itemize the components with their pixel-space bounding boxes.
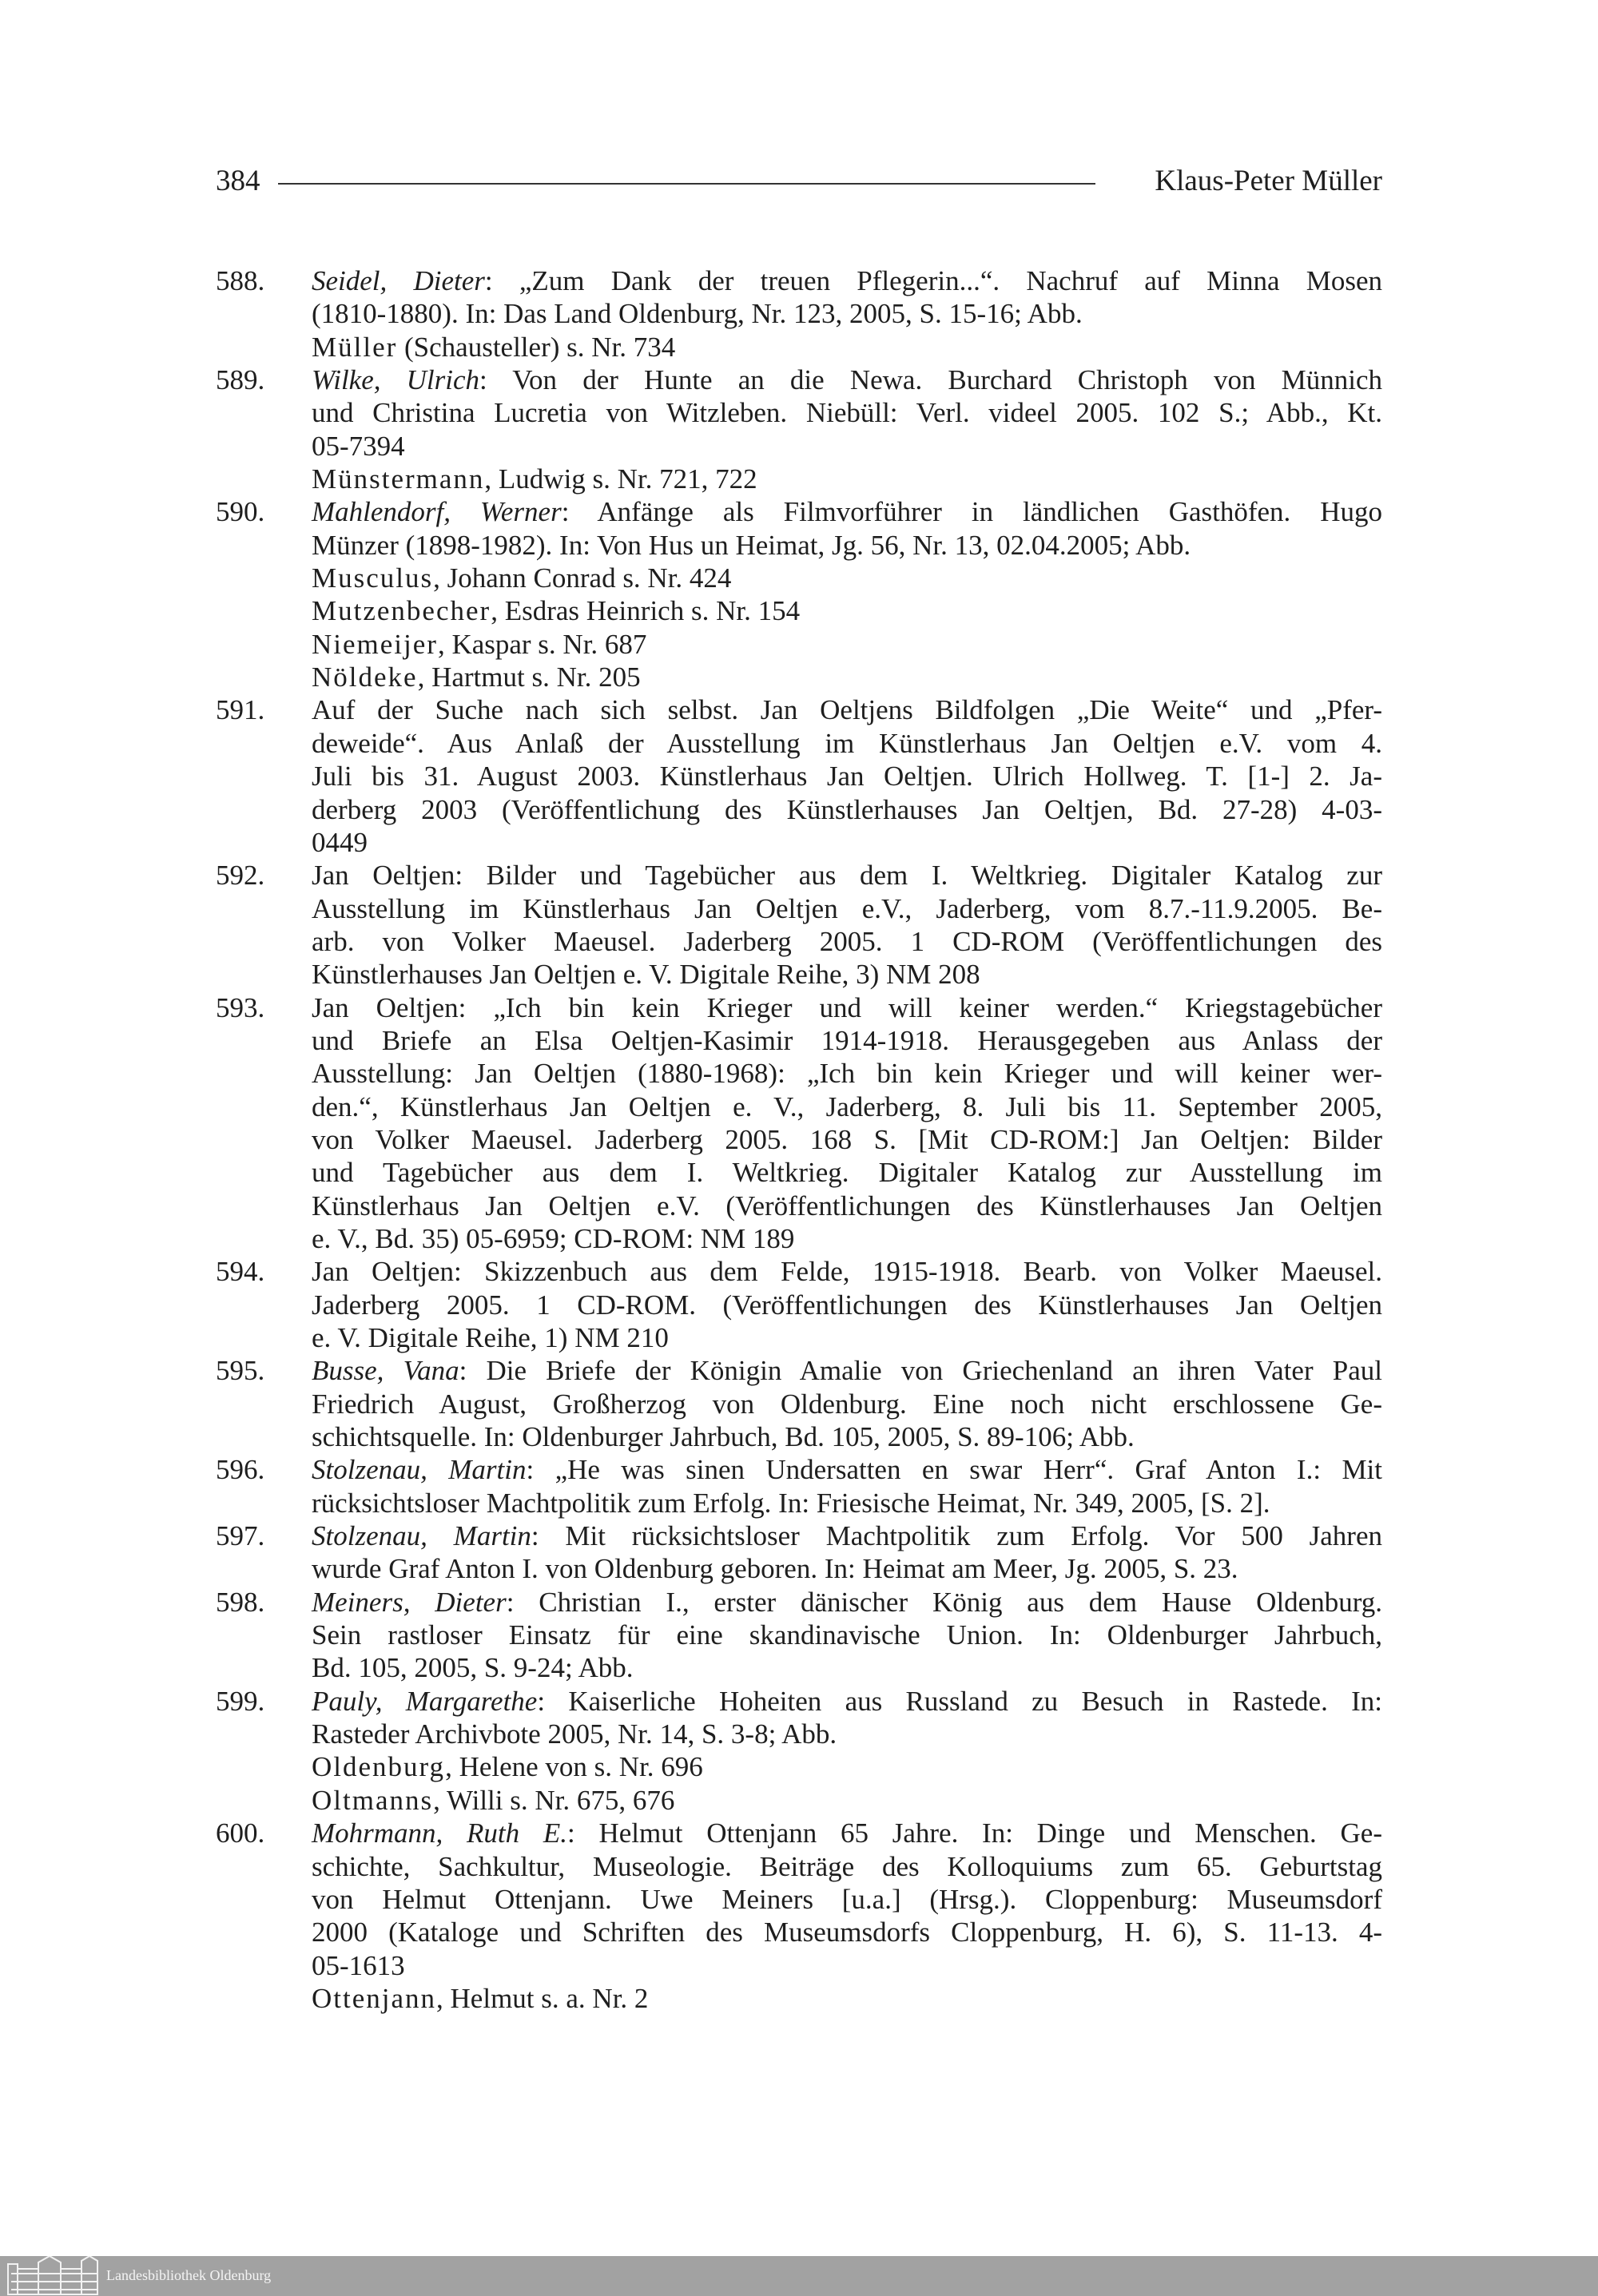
entry-line [216, 760, 1382, 792]
entry-author: Stolzenau, Martin [312, 1454, 527, 1486]
cross-reference [216, 628, 1382, 661]
entry-line [216, 1850, 1382, 1883]
entry-text: von Helmut Ottenjann. Uwe Meiners [u.a.] (Hrsg.). Cloppenburg: Museumsdorf [312, 1883, 1382, 1915]
cross-reference [216, 594, 1382, 627]
entry-author: Mohrmann, Ruth E. [312, 1817, 568, 1849]
entry-text: Stolzenau, Martin: „He was sinen Undersatten en swar Herr“. Graf Anton I.: Mit [312, 1454, 1383, 1486]
reference-name: Nöldeke [312, 661, 418, 693]
header-rule [278, 183, 1095, 185]
reference-name: Müller [312, 331, 398, 363]
bibliography-entry [216, 1817, 1382, 1982]
entry-number: 597. [216, 1520, 265, 1552]
entry-line [216, 1190, 1382, 1222]
entry-line [216, 1718, 1382, 1750]
entry-text: und Briefe an Elsa Oeltjen-Kasimir 1914-1918. Herausgegeben aus Anlass der [312, 1024, 1382, 1056]
footer-bar [0, 2256, 1598, 2296]
bibliography-entry [216, 991, 1382, 1256]
entry-text: Jan Oeltjen: „Ich bin kein Krieger und will keiner werden.“ Kriegstagebücher [312, 991, 1382, 1023]
entry-line [216, 1024, 1382, 1057]
entry-line [216, 727, 1382, 760]
entry-line [216, 991, 1382, 1024]
entry-line [216, 892, 1382, 925]
cross-reference [216, 1750, 1382, 1783]
reference-name: Oldenburg [312, 1751, 446, 1783]
cross-reference [216, 1784, 1382, 1817]
entry-line [216, 495, 1382, 528]
cross-reference-text: Münstermann, Ludwig s. Nr. 721, 722 [312, 463, 757, 495]
entry-number: 598. [216, 1586, 265, 1618]
entry-line [216, 958, 1382, 991]
reference-name: Münstermann [312, 463, 485, 495]
library-building-icon [5, 2256, 101, 2296]
cross-reference-text: Nöldeke, Hartmut s. Nr. 205 [312, 661, 641, 693]
entry-text: Juli bis 31. August 2003. Künstlerhaus Jan Oeltjen. Ulrich Hollweg. T. [1-] 2. Ja- [312, 761, 1382, 792]
entry-line [216, 1354, 1382, 1387]
cross-reference-text: Oltmanns, Willi s. Nr. 675, 676 [312, 1784, 675, 1816]
entry-text: schichtsquelle. In: Oldenburger Jahrbuch, Bd. 105, 2005, S. 89-106; Abb. [312, 1421, 1135, 1453]
entry-text: Bd. 105, 2005, S. 9-24; Abb. [312, 1652, 634, 1684]
reference-name: Oltmanns [312, 1784, 434, 1816]
entry-text: 05-1613 [312, 1949, 405, 1981]
entry-line [216, 363, 1382, 396]
entry-line [216, 1651, 1382, 1684]
bibliography-entry [216, 363, 1382, 463]
bibliography-entry [216, 693, 1382, 859]
entry-line [216, 1420, 1382, 1453]
entry-number: 594. [216, 1256, 265, 1288]
entry-text: Künstlerhauses Jan Oeltjen e. V. Digitale Reihe, 3) NM 208 [312, 959, 980, 991]
entry-line [216, 1222, 1382, 1255]
entry-number: 596. [216, 1454, 265, 1486]
entry-line [216, 1156, 1382, 1189]
cross-reference-text: Niemeijer, Kaspar s. Nr. 687 [312, 628, 647, 660]
entry-line [216, 1883, 1382, 1916]
entry-text: Auf der Suche nach sich selbst. Jan Oeltjens Bildfolgen „Die Weite“ und „Pfer- [312, 694, 1382, 726]
entry-line [216, 1255, 1382, 1288]
entry-text: e. V. Digitale Reihe, 1) NM 210 [312, 1322, 669, 1353]
entry-text: Jan Oeltjen: Skizzenbuch aus dem Felde, 1915-1918. Bearb. von Volker Maeusel. [312, 1256, 1382, 1288]
cross-reference [216, 562, 1382, 594]
page-number: 384 [216, 165, 260, 197]
entry-line [216, 1388, 1382, 1420]
entry-line [216, 1619, 1382, 1651]
entry-text: und Tagebücher aus dem I. Weltkrieg. Digitaler Katalog zur Ausstellung im [312, 1157, 1382, 1189]
entry-text: Meiners, Dieter: Christian I., erster dänischer König aus dem Hause Oldenburg. [312, 1586, 1382, 1618]
entry-text: rücksichtsloser Machtpolitik zum Erfolg. In: Friesische Heimat, Nr. 349, 2005, [S. 2]. [312, 1487, 1270, 1519]
cross-reference [216, 331, 1382, 363]
reference-name: Ottenjann [312, 1982, 437, 2014]
reference-name: Niemeijer [312, 628, 438, 660]
entry-line [216, 1586, 1382, 1619]
entry-text: Jan Oeltjen: Bilder und Tagebücher aus dem I. Weltkrieg. Digitaler Katalog zur [312, 860, 1382, 892]
bibliography-entry [216, 859, 1382, 991]
entry-line [216, 1123, 1382, 1156]
reference-name: Mutzenbecher [312, 595, 491, 627]
entry-number: 589. [216, 364, 265, 396]
entry-number: 588. [216, 265, 265, 296]
entry-line [216, 396, 1382, 429]
entry-number: 592. [216, 860, 265, 892]
entry-author: Meiners, Dieter [312, 1586, 507, 1618]
entry-line [216, 693, 1382, 726]
library-name: Landesbibliothek Oldenburg [106, 2267, 272, 2283]
bibliography-entry [216, 1519, 1382, 1586]
entry-line [216, 1090, 1382, 1123]
entry-author: Busse, Vana [312, 1355, 459, 1387]
entry-text: Stolzenau, Martin: Mit rücksichtsloser Machtpolitik zum Erfolg. Vor 500 Jahren [312, 1520, 1382, 1552]
bibliography-entry [216, 1354, 1382, 1453]
entry-line [216, 1487, 1382, 1519]
entry-text: den.“, Künstlerhaus Jan Oeltjen e. V., Jaderberg, 8. Juli bis 11. September 2005, [312, 1090, 1382, 1122]
entry-line [216, 1916, 1382, 1948]
bibliography-entry [216, 495, 1382, 562]
reference-name: Musculus [312, 562, 434, 594]
bibliography-list [216, 264, 1382, 2015]
entry-text: und Christina Lucretia von Witzleben. Niebüll: Verl. videel 2005. 102 S.; Abb., Kt. [312, 397, 1382, 429]
cross-reference [216, 463, 1382, 495]
entry-text: Busse, Vana: Die Briefe der Königin Amalie von Griechenland an ihren Vater Paul [312, 1355, 1382, 1387]
entry-author: Wilke, Ulrich [312, 364, 480, 396]
entry-number: 593. [216, 991, 265, 1023]
entry-line [216, 859, 1382, 892]
entry-text: Sein rastloser Einsatz für eine skandinavische Union. In: Oldenburger Jahrbuch, [312, 1619, 1382, 1651]
cross-reference-text: Ottenjann, Helmut s. a. Nr. 2 [312, 1982, 649, 2014]
bibliography-entry [216, 1255, 1382, 1354]
entry-number: 591. [216, 694, 265, 726]
entry-text: e. V., Bd. 35) 05-6959; CD-ROM: NM 189 [312, 1222, 795, 1254]
entry-line [216, 925, 1382, 958]
entry-line [216, 264, 1382, 297]
bibliography-entry [216, 264, 1382, 331]
entry-line [216, 826, 1382, 859]
cross-reference [216, 661, 1382, 693]
entry-text: Jaderberg 2005. 1 CD-ROM. (Veröffentlichungen des Künstlerhauses Jan Oeltjen [312, 1289, 1382, 1321]
entry-line [216, 1453, 1382, 1486]
entry-text: von Volker Maeusel. Jaderberg 2005. 168 S. [Mit CD-ROM:] Jan Oeltjen: Bilder [312, 1123, 1382, 1155]
entry-author: Pauly, Margarethe [312, 1685, 538, 1717]
cross-reference-text: Musculus, Johann Conrad s. Nr. 424 [312, 562, 732, 594]
entry-text: Rasteder Archivbote 2005, Nr. 14, S. 3-8; Abb. [312, 1718, 837, 1750]
cross-reference [216, 1982, 1382, 2015]
cross-reference-text: Müller (Schausteller) s. Nr. 734 [312, 331, 676, 363]
entry-text: Mohrmann, Ruth E.: Helmut Ottenjann 65 Jahre. In: Dinge und Menschen. Ge- [312, 1817, 1382, 1849]
bibliography-entry [216, 1586, 1382, 1685]
bibliography-entry [216, 1685, 1382, 1751]
entry-text: deweide“. Aus Anlaß der Ausstellung im Künstlerhaus Jan Oeltjen e.V. vom 4. [312, 727, 1382, 759]
entry-text: Münzer (1898-1982). In: Von Hus un Heimat, Jg. 56, Nr. 13, 02.04.2005; Abb. [312, 529, 1191, 561]
entry-line [216, 1289, 1382, 1321]
entry-text: Seidel, Dieter: „Zum Dank der treuen Pflegerin...“. Nachruf auf Minna Mosen [312, 265, 1383, 296]
running-head-author: Klaus-Peter Müller [1155, 165, 1382, 197]
entry-line [216, 793, 1382, 826]
entry-number: 590. [216, 496, 265, 528]
entry-number: 600. [216, 1817, 265, 1849]
entry-line [216, 297, 1382, 330]
cross-reference-text: Mutzenbecher, Esdras Heinrich s. Nr. 154 [312, 595, 801, 627]
entry-line [216, 1949, 1382, 1982]
entry-line [216, 529, 1382, 562]
bibliography-entry [216, 1453, 1382, 1519]
entry-author: Mahlendorf, Werner [312, 496, 562, 528]
entry-line [216, 1685, 1382, 1718]
entry-text: derberg 2003 (Veröffentlichung des Künstlerhauses Jan Oeltjen, Bd. 27-28) 4-03- [312, 793, 1382, 825]
entry-text: wurde Graf Anton I. von Oldenburg geboren. In: Heimat am Meer, Jg. 2005, S. 23. [312, 1553, 1238, 1585]
entry-line [216, 1817, 1382, 1849]
entry-author: Seidel, Dieter [312, 265, 485, 296]
entry-text: schichte, Sachkultur, Museologie. Beiträge des Kolloquiums zum 65. Geburtstag [312, 1850, 1382, 1882]
entry-text: Mahlendorf, Werner: Anfänge als Filmvorführer in ländlichen Gasthöfen. Hugo [312, 496, 1382, 528]
entry-text: Wilke, Ulrich: Von der Hunte an die Newa. Burchard Christoph von Münnich [312, 364, 1382, 396]
entry-author: Stolzenau, Martin [312, 1520, 531, 1552]
entry-line [216, 1321, 1382, 1354]
entry-text: Ausstellung im Künstlerhaus Jan Oeltjen e.V., Jaderberg, vom 8.7.-11.9.2005. Be- [312, 892, 1382, 924]
entry-line [216, 1519, 1382, 1552]
entry-text: 0449 [312, 826, 368, 858]
entry-line [216, 1552, 1382, 1585]
entry-text: Friedrich August, Großherzog von Oldenburg. Eine noch nicht erschlossene Ge- [312, 1388, 1382, 1420]
entry-text: 2000 (Kataloge und Schriften des Museumsdorfs Cloppenburg, H. 6), S. 11-13. 4- [312, 1917, 1382, 1948]
entry-text: (1810-1880). In: Das Land Oldenburg, Nr. 123, 2005, S. 15-16; Abb. [312, 298, 1083, 330]
entry-text: Ausstellung: Jan Oeltjen (1880-1968): „Ich bin kein Krieger und will keiner wer- [312, 1058, 1382, 1090]
entry-text: Künstlerhaus Jan Oeltjen e.V. (Veröffentlichungen des Künstlerhauses Jan Oeltjen [312, 1190, 1382, 1221]
entry-text: 05-7394 [312, 430, 405, 462]
entry-text: Pauly, Margarethe: Kaiserliche Hoheiten aus Russland zu Besuch in Rastede. In: [312, 1685, 1382, 1717]
entry-line [216, 1057, 1382, 1090]
cross-reference-text: Oldenburg, Helene von s. Nr. 696 [312, 1751, 703, 1783]
entry-text: arb. von Volker Maeusel. Jaderberg 2005. 1 CD-ROM (Veröffentlichungen des [312, 925, 1382, 957]
entry-line [216, 430, 1382, 463]
entry-number: 599. [216, 1685, 265, 1717]
entry-number: 595. [216, 1355, 265, 1387]
